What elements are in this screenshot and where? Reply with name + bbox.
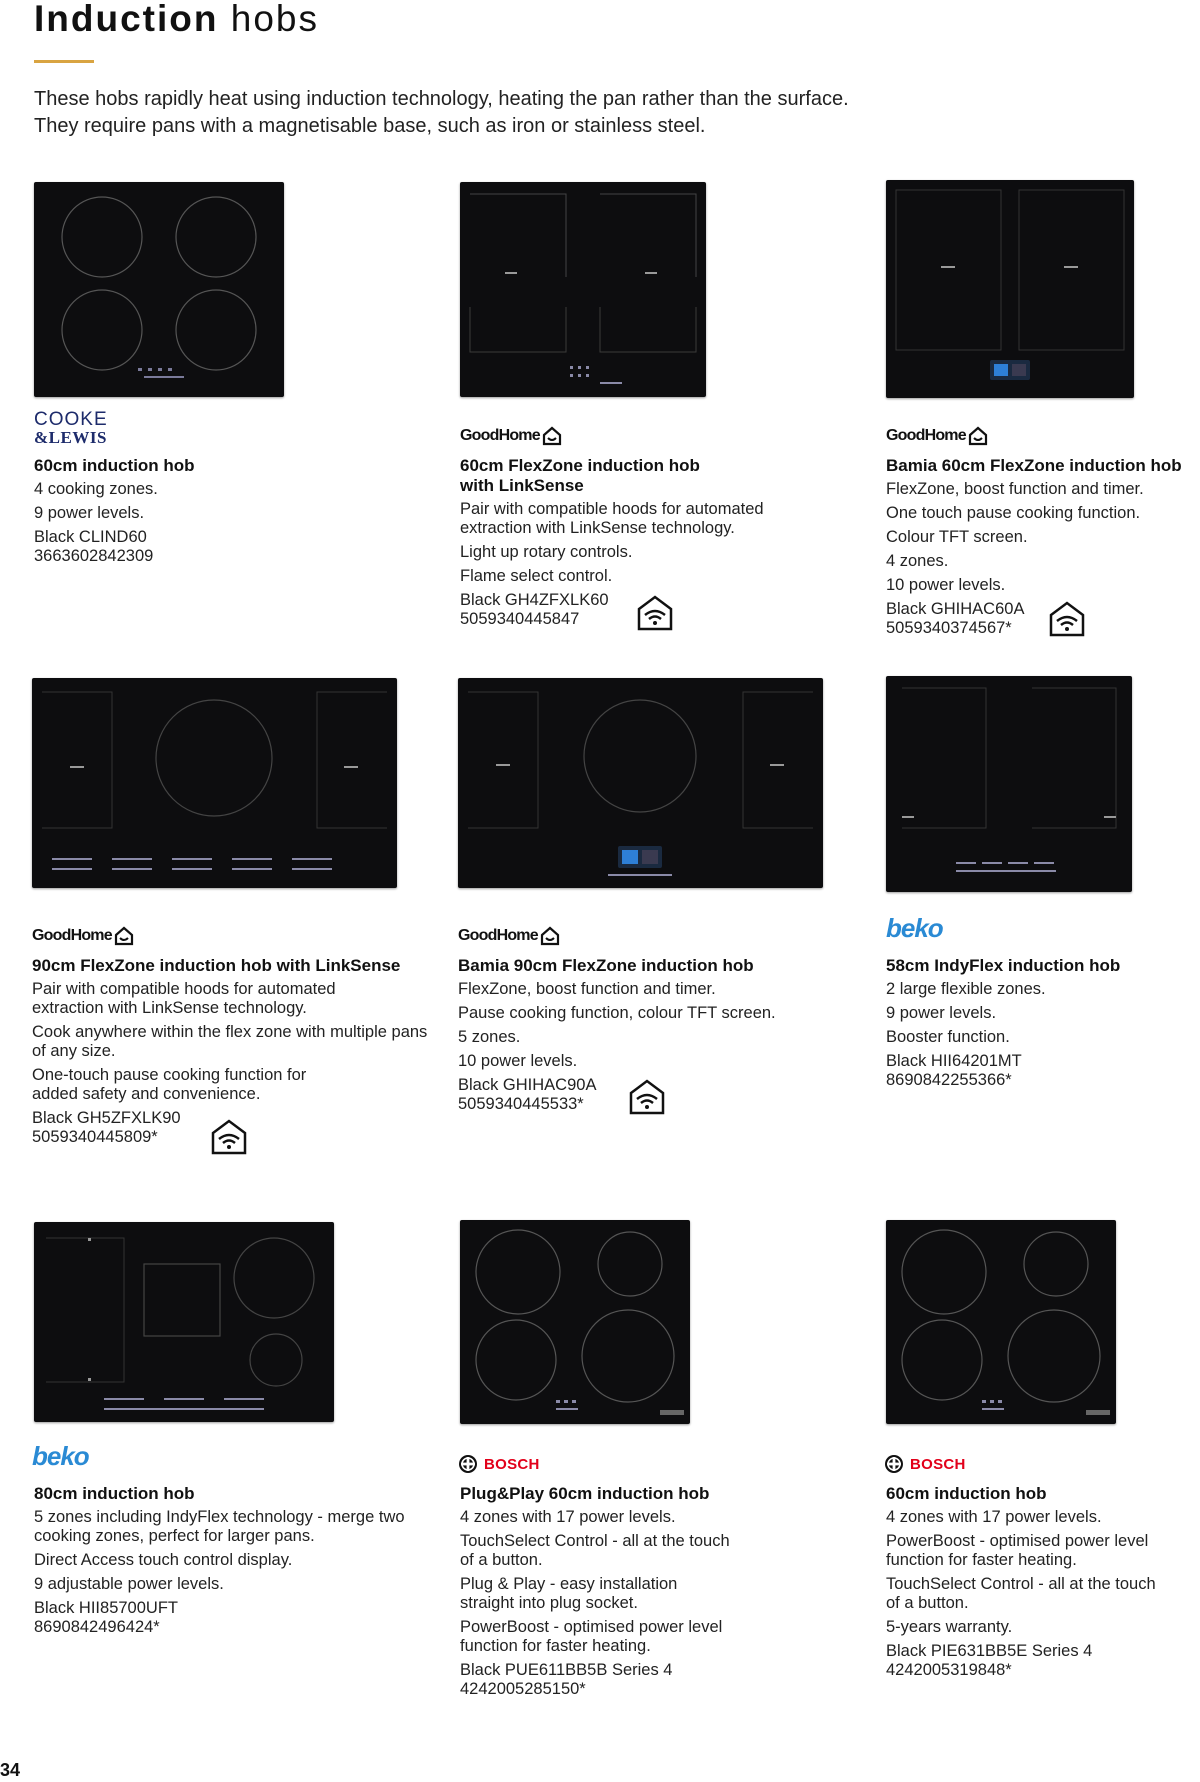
product-title: 80cm induction hob bbox=[34, 1484, 195, 1503]
product-barcode: 5059340374567* bbox=[886, 619, 1012, 637]
product-feature: Flame select control. bbox=[460, 567, 613, 585]
product-barcode: 8690842496424* bbox=[34, 1618, 160, 1636]
product-feature: Colour TFT screen. bbox=[886, 528, 1028, 546]
product-image-beko-58-indyflex bbox=[886, 676, 1132, 892]
brand-cooke-line2: &LEWIS bbox=[34, 428, 107, 447]
brand-cooke-line1: COOKE bbox=[34, 409, 108, 430]
product-image-goodhome-60-flex-linksense bbox=[460, 182, 706, 397]
product-title: 90cm FlexZone induction hob with LinkSense bbox=[32, 956, 401, 975]
product-image-goodhome-90-flex-linksense bbox=[32, 678, 397, 888]
product-image-cooke-60 bbox=[34, 182, 284, 397]
product-barcode: 3663602842309 bbox=[34, 547, 154, 565]
product-code: Black GH5ZFXLK90 bbox=[32, 1109, 181, 1127]
product-feature: 10 power levels. bbox=[886, 576, 1006, 594]
product-code: Black HII85700UFT bbox=[34, 1599, 178, 1617]
goodhome-house-icon bbox=[114, 926, 134, 946]
page-title-bold: Induction bbox=[34, 0, 219, 39]
product-feature: Pair with compatible hoods for automated extraction with LinkSense technology. bbox=[460, 500, 764, 537]
brand-goodhome-text: GoodHome bbox=[460, 427, 540, 444]
product-feature: Light up rotary controls. bbox=[460, 543, 633, 561]
product-code: Black GH4ZFXLK60 bbox=[460, 591, 609, 609]
product-feature: 4 zones with 17 power levels. bbox=[460, 1508, 676, 1526]
product-feature: FlexZone, boost function and timer. bbox=[886, 480, 1144, 498]
page-title-light: hobs bbox=[230, 0, 319, 39]
product-card-beko-80 bbox=[34, 1484, 434, 1642]
brand-beko-text: beko bbox=[886, 913, 943, 943]
product-title: 60cm FlexZone induction hob with LinkSense bbox=[460, 456, 700, 495]
product-feature: 9 power levels. bbox=[34, 504, 145, 522]
product-feature: Cook anywhere within the flex zone with multiple pans of any size. bbox=[32, 1023, 428, 1060]
brand-logo-bosch bbox=[458, 1446, 540, 1482]
product-code: Black PIE631BB5E Series 4 bbox=[886, 1642, 1093, 1660]
linksense-icon bbox=[636, 594, 674, 632]
product-image-bosch-60 bbox=[886, 1220, 1116, 1424]
product-feature: FlexZone, boost function and timer. bbox=[458, 980, 716, 998]
product-feature: 5 zones. bbox=[458, 1028, 521, 1046]
brand-logo-goodhome bbox=[32, 918, 134, 954]
brand-goodhome-text: GoodHome bbox=[458, 927, 538, 944]
product-code: Black CLIND60 bbox=[34, 528, 147, 546]
product-feature: 4 cooking zones. bbox=[34, 480, 158, 498]
product-feature: 2 large flexible zones. bbox=[886, 980, 1046, 998]
brand-beko-text: beko bbox=[32, 1441, 89, 1471]
product-title: 60cm induction hob bbox=[886, 1484, 1047, 1503]
product-code: Black PUE611BB5B Series 4 bbox=[460, 1661, 673, 1679]
intro-line-1: These hobs rapidly heat using induction technology, heating the pan rather than the surface. bbox=[34, 88, 849, 110]
product-barcode: 5059340445533* bbox=[458, 1095, 584, 1113]
product-feature: TouchSelect Control - all at the touch of a button. bbox=[460, 1532, 730, 1569]
bosch-armature-icon bbox=[884, 1454, 904, 1474]
product-feature: PowerBoost - optimised power level function for faster heating. bbox=[886, 1532, 1149, 1569]
product-title: 60cm induction hob bbox=[34, 456, 195, 475]
brand-logo-goodhome bbox=[460, 418, 562, 454]
brand-goodhome-text: GoodHome bbox=[32, 927, 112, 944]
brand-logo-beko bbox=[32, 1436, 89, 1472]
product-image-goodhome-bamia-60 bbox=[886, 180, 1134, 398]
intro-line-2: They require pans with a magnetisable base, such as iron or stainless steel. bbox=[34, 115, 706, 137]
product-feature: 4 zones with 17 power levels. bbox=[886, 1508, 1102, 1526]
brand-logo-beko bbox=[886, 908, 943, 944]
product-feature: Booster function. bbox=[886, 1028, 1010, 1046]
product-feature: One-touch pause cooking function for added safety and convenience. bbox=[32, 1066, 307, 1103]
product-title: Bamia 60cm FlexZone induction hob bbox=[886, 456, 1182, 475]
bosch-armature-icon bbox=[458, 1454, 478, 1474]
page-title bbox=[34, 0, 319, 40]
product-card-beko-58-indyflex bbox=[886, 956, 1200, 1095]
product-feature: PowerBoost - optimised power level function for faster heating. bbox=[460, 1618, 723, 1655]
product-feature: 10 power levels. bbox=[458, 1052, 578, 1070]
brand-logo-bosch bbox=[884, 1446, 966, 1482]
product-image-bosch-plugplay-60 bbox=[460, 1220, 690, 1424]
goodhome-house-icon bbox=[542, 426, 562, 446]
product-barcode: 5059340445809* bbox=[32, 1128, 158, 1146]
product-code: Black GHIHAC90A bbox=[458, 1076, 597, 1094]
product-image-beko-80 bbox=[34, 1222, 334, 1422]
title-accent-rule bbox=[34, 60, 94, 63]
intro-text bbox=[34, 86, 849, 140]
product-code: Black HII64201MT bbox=[886, 1052, 1022, 1070]
product-feature: 4 zones. bbox=[886, 552, 949, 570]
product-card-bosch-60 bbox=[886, 1484, 1176, 1685]
product-title: Bamia 90cm FlexZone induction hob bbox=[458, 956, 754, 975]
product-feature: TouchSelect Control - all at the touch of a button. bbox=[886, 1575, 1156, 1612]
product-image-goodhome-bamia-90 bbox=[458, 678, 823, 888]
product-title: 58cm IndyFlex induction hob bbox=[886, 956, 1121, 975]
brand-bosch-text: BOSCH bbox=[484, 1455, 540, 1473]
product-barcode: 4242005319848* bbox=[886, 1661, 1012, 1679]
product-feature: Pause cooking function, colour TFT screen. bbox=[458, 1004, 776, 1022]
product-card-goodhome-bamia-60 bbox=[886, 456, 1200, 643]
product-barcode: 8690842255366* bbox=[886, 1071, 1012, 1089]
linksense-icon bbox=[1048, 600, 1086, 638]
linksense-icon bbox=[628, 1078, 666, 1116]
product-feature: One touch pause cooking function. bbox=[886, 504, 1141, 522]
brand-logo-goodhome bbox=[886, 418, 988, 454]
product-barcode: 4242005285150* bbox=[460, 1680, 586, 1698]
product-card-cooke-60 bbox=[34, 456, 434, 571]
product-barcode: 5059340445847 bbox=[460, 610, 580, 628]
product-feature: 5 zones including IndyFlex technology - merge two cooking zones, perfect for larger pans. bbox=[34, 1508, 405, 1545]
product-feature: Plug & Play - easy installation straight into plug socket. bbox=[460, 1575, 678, 1612]
product-feature: Pair with compatible hoods for automated extraction with LinkSense technology. bbox=[32, 980, 336, 1017]
page-number: 34 bbox=[0, 1760, 21, 1780]
brand-goodhome-text: GoodHome bbox=[886, 427, 966, 444]
product-card-bosch-plugplay-60 bbox=[460, 1484, 740, 1704]
product-code: Black GHIHAC60A bbox=[886, 600, 1025, 618]
product-feature: Direct Access touch control display. bbox=[34, 1551, 293, 1569]
brand-logo-cooke-lewis bbox=[34, 410, 108, 446]
product-feature: 5-years warranty. bbox=[886, 1618, 1013, 1636]
brand-bosch-text: BOSCH bbox=[910, 1455, 966, 1473]
product-title: Plug&Play 60cm induction hob bbox=[460, 1484, 710, 1503]
goodhome-house-icon bbox=[540, 926, 560, 946]
product-feature: 9 power levels. bbox=[886, 1004, 997, 1022]
goodhome-house-icon bbox=[968, 426, 988, 446]
brand-logo-goodhome bbox=[458, 918, 560, 954]
linksense-icon bbox=[210, 1118, 248, 1156]
product-feature: 9 adjustable power levels. bbox=[34, 1575, 224, 1593]
